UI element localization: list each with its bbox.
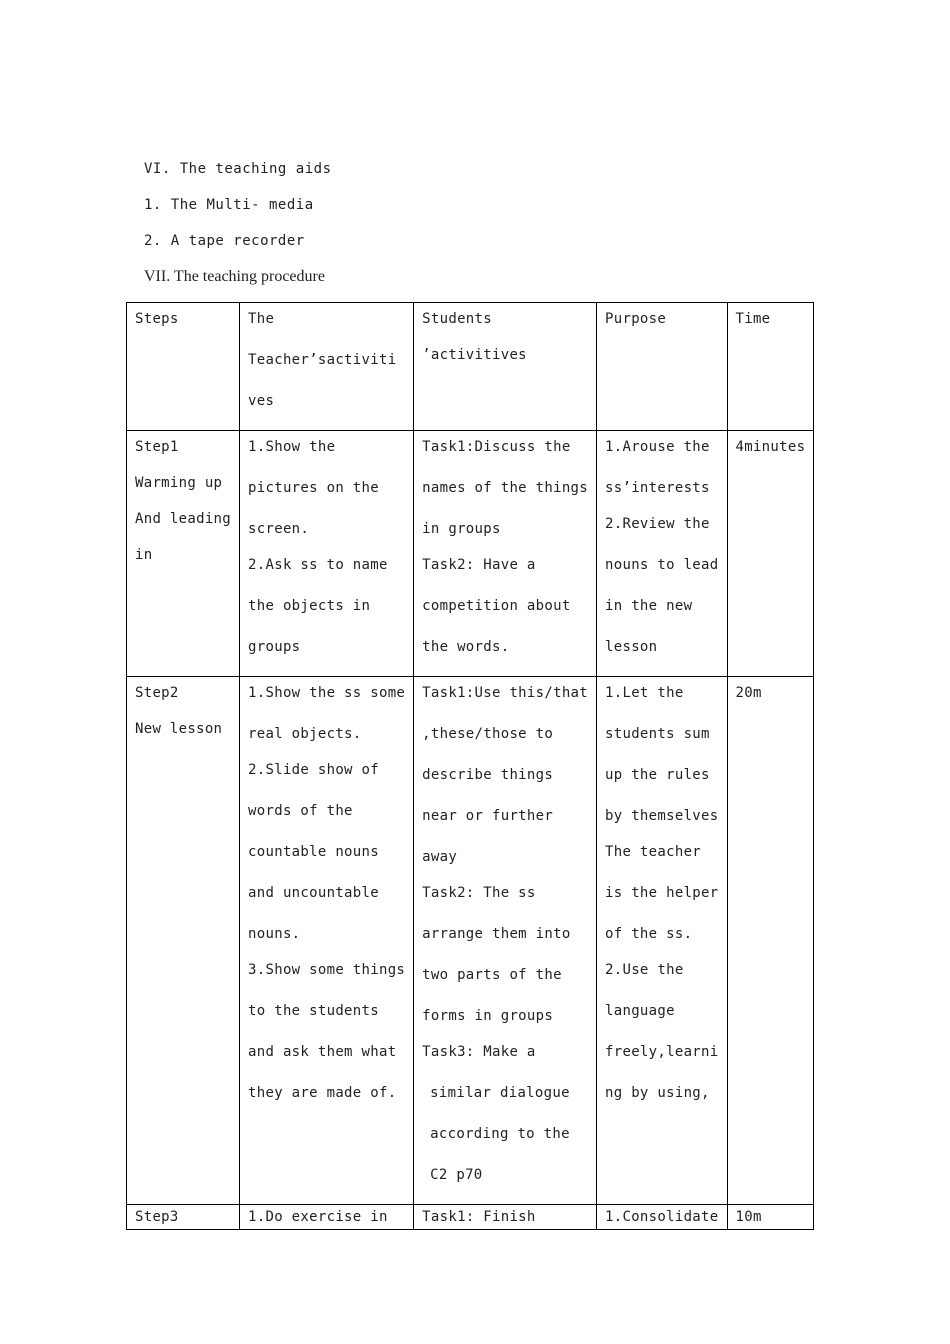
- cell-line: 1.Arouse the: [605, 439, 710, 455]
- cell-line: Warming up: [135, 475, 223, 491]
- cell-line: away: [422, 849, 458, 865]
- cell-line: is the helper: [605, 885, 719, 901]
- teaching-procedure-table: [126, 302, 814, 1230]
- header-time-line: Time: [735, 311, 771, 327]
- cell-line: Task3: Make a: [422, 1044, 536, 1060]
- cell-line: words of the: [248, 803, 353, 819]
- cell-line: language: [605, 1003, 675, 1019]
- cell-line: describe things: [422, 767, 554, 783]
- row3-teacher: [240, 1205, 414, 1230]
- header-teacher-line: Teacher’sactiviti: [248, 352, 397, 368]
- cell-line: forms in groups: [422, 1008, 554, 1024]
- cell-line: two parts of the: [422, 967, 562, 983]
- teaching-aids-item-2: 2. A tape recorder: [144, 233, 305, 249]
- cell-line: names of the things: [422, 480, 589, 496]
- cell-line: 20m: [735, 685, 762, 701]
- header-teacher: [240, 303, 414, 431]
- cell-line: nouns.: [248, 926, 301, 942]
- cell-line: Task1:Discuss the: [422, 439, 571, 455]
- cell-line: pictures on the: [248, 480, 379, 496]
- cell-line: competition about: [422, 598, 571, 614]
- header-steps: [127, 303, 240, 431]
- row3-purpose: [597, 1205, 727, 1230]
- header-students-line: ’activitives: [422, 347, 527, 363]
- row1-steps: [127, 431, 240, 677]
- header-time: [727, 303, 814, 431]
- row2-time: [727, 677, 814, 1205]
- row2-steps: [127, 677, 240, 1205]
- cell-line: countable nouns: [248, 844, 379, 860]
- cell-line: And leading: [135, 511, 232, 527]
- cell-line: students sum: [605, 726, 710, 742]
- cell-line: 1.Consolidate: [605, 1209, 719, 1225]
- header-steps-line: Steps: [135, 311, 179, 327]
- cell-line: up the rules: [605, 767, 710, 783]
- cell-line: Task1:Use this/that: [422, 685, 589, 701]
- header-purpose: [597, 303, 727, 431]
- cell-line: freely,learni: [605, 1044, 719, 1060]
- cell-line: ,these/those to: [422, 726, 554, 742]
- cell-line: near or further: [422, 808, 554, 824]
- row3-time: [727, 1205, 814, 1230]
- cell-line: the words.: [422, 639, 510, 655]
- cell-line: nouns to lead: [605, 557, 719, 573]
- cell-line: 4minutes: [735, 439, 806, 455]
- cell-line: The teacher: [605, 844, 702, 860]
- cell-line: Step1: [135, 439, 179, 455]
- cell-line: they are made of.: [248, 1085, 397, 1101]
- row1-students: [414, 431, 597, 677]
- cell-line: similar dialogue: [430, 1085, 570, 1101]
- cell-line: groups: [248, 639, 301, 655]
- cell-line: the objects in: [248, 598, 371, 614]
- cell-line: 1.Show the ss some: [248, 685, 406, 701]
- cell-line: screen.: [248, 521, 310, 537]
- cell-line: 1.Show the: [248, 439, 336, 455]
- teaching-aids-item-1: 1. The Multi- media: [144, 197, 314, 213]
- cell-line: Task2: Have a: [422, 557, 536, 573]
- cell-line: Step2: [135, 685, 179, 701]
- cell-line: in: [135, 547, 153, 563]
- cell-line: 3.Show some things: [248, 962, 406, 978]
- cell-line: C2 p70: [430, 1167, 483, 1183]
- cell-line: 2.Review the: [605, 516, 710, 532]
- row3-steps: [127, 1205, 240, 1230]
- cell-line: and uncountable: [248, 885, 379, 901]
- cell-line: in groups: [422, 521, 501, 537]
- teaching-procedure-heading: VII. The teaching procedure: [144, 268, 325, 285]
- teaching-aids-heading: VI. The teaching aids: [144, 161, 332, 177]
- cell-line: and ask them what: [248, 1044, 397, 1060]
- cell-line: 1.Let the: [605, 685, 684, 701]
- row2-purpose: [597, 677, 727, 1205]
- cell-line: Step3: [135, 1209, 179, 1225]
- row2-teacher: [240, 677, 414, 1205]
- header-students: [414, 303, 597, 431]
- cell-line: Task2: The ss: [422, 885, 536, 901]
- cell-line: lesson: [605, 639, 658, 655]
- cell-line: Task1: Finish: [422, 1209, 536, 1225]
- table-header-row: [127, 303, 814, 431]
- cell-line: 2.Ask ss to name: [248, 557, 388, 573]
- cell-line: 1.Do exercise in: [248, 1209, 388, 1225]
- header-teacher-line: The: [248, 311, 275, 327]
- row1-purpose: [597, 431, 727, 677]
- header-purpose-line: Purpose: [605, 311, 667, 327]
- cell-line: 2.Use the: [605, 962, 684, 978]
- table-row: [127, 677, 814, 1205]
- table-row: [127, 431, 814, 677]
- row2-students: [414, 677, 597, 1205]
- cell-line: to the students: [248, 1003, 379, 1019]
- cell-line: in the new: [605, 598, 693, 614]
- row3-students: [414, 1205, 597, 1230]
- cell-line: 10m: [735, 1209, 762, 1225]
- cell-line: real objects.: [248, 726, 362, 742]
- cell-line: arrange them into: [422, 926, 571, 942]
- cell-line: by themselves: [605, 808, 719, 824]
- cell-line: ss’interests: [605, 480, 710, 496]
- cell-line: ng by using,: [605, 1085, 710, 1101]
- header-students-line: Students: [422, 311, 492, 327]
- header-teacher-line: ves: [248, 393, 275, 409]
- cell-line: of the ss.: [605, 926, 693, 942]
- row1-time: [727, 431, 814, 677]
- cell-line: New lesson: [135, 721, 223, 737]
- table-row: [127, 1205, 814, 1230]
- row1-teacher: [240, 431, 414, 677]
- cell-line: 2.Slide show of: [248, 762, 379, 778]
- cell-line: according to the: [430, 1126, 570, 1142]
